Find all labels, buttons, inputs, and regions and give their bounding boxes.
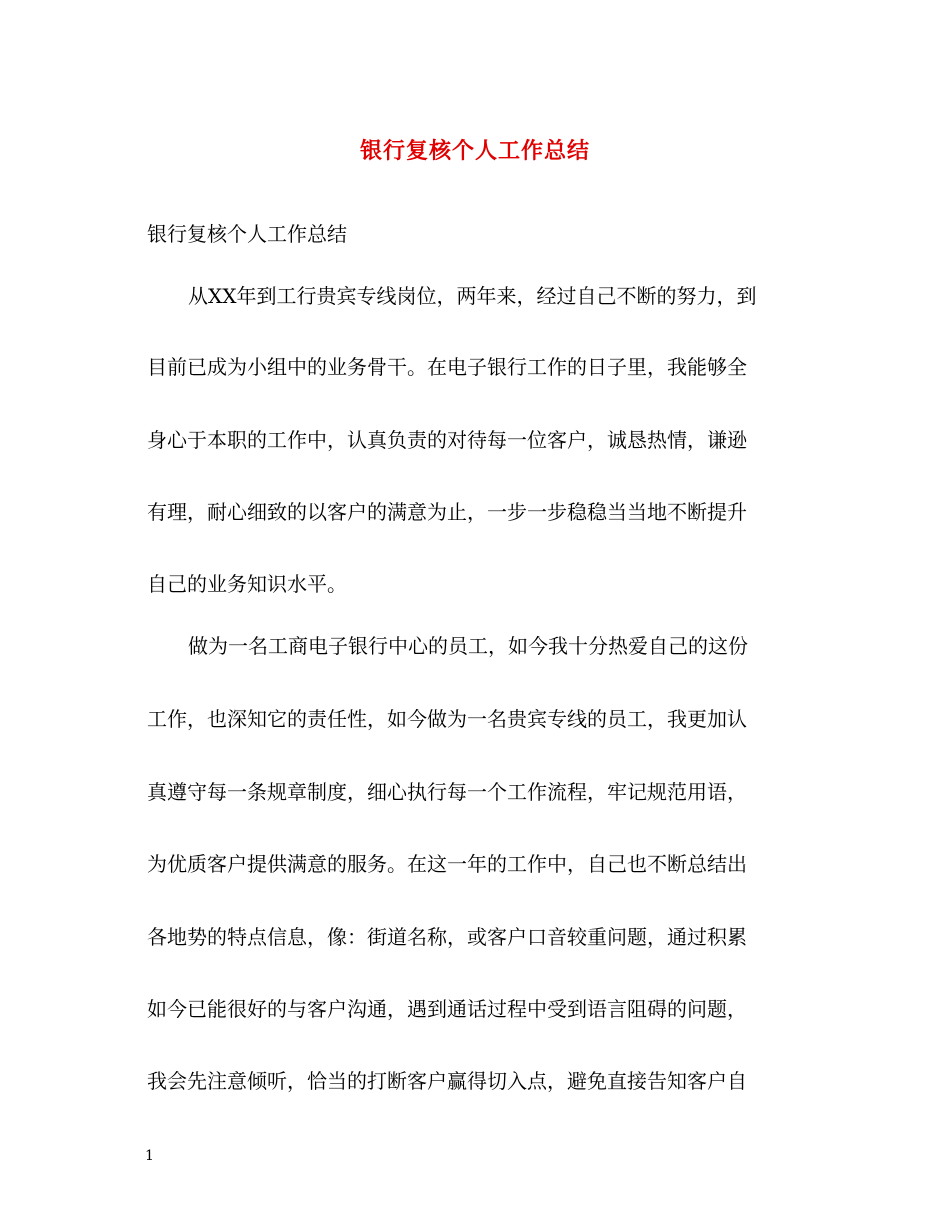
document-title: 银行复核个人工作总结 — [359, 138, 590, 164]
paragraph-line: 有理，耐心细致的以客户的满意为止，一步一步稳稳当当地不断提升 — [147, 500, 747, 524]
paragraph-line: 身心于本职的工作中，认真负责的对待每一位客户，诚恳热情，谦逊 — [147, 428, 747, 452]
paragraph-line: 做为一名工商电子银行中心的员工，如今我十分热爱自己的这份 — [188, 634, 748, 658]
paragraph-line: 为优质客户提供满意的服务。在这一年的工作中，自己也不断总结出 — [147, 852, 747, 876]
subtitle-line: 银行复核个人工作总结 — [147, 222, 347, 246]
paragraph-line: 目前已成为小组中的业务骨干。在电子银行工作的日子里，我能够全 — [147, 355, 747, 379]
paragraph-line: 工作，也深知它的责任性，如今做为一名贵宾专线的员工，我更加认 — [147, 707, 747, 731]
paragraph-line: 各地势的特点信息，像：街道名称，或客户口音较重问题，通过积累 — [147, 925, 747, 949]
paragraph-line: 自己的业务知识水平。 — [147, 572, 347, 596]
paragraph-line: 如今已能很好的与客户沟通，遇到通话过程中受到语言阻碍的问题， — [147, 997, 747, 1021]
paragraph-line: 真遵守每一条规章制度，细心执行每一个工作流程，牢记规范用语， — [147, 780, 747, 804]
paragraph-line: 我会先注意倾听，恰当的打断客户赢得切入点，避免直接告知客户自 — [147, 1069, 747, 1093]
page-number: 1 — [145, 1148, 154, 1164]
paragraph-line: 从XX年到工行贵宾专线岗位，两年来，经过自己不断的努力，到 — [188, 284, 757, 308]
